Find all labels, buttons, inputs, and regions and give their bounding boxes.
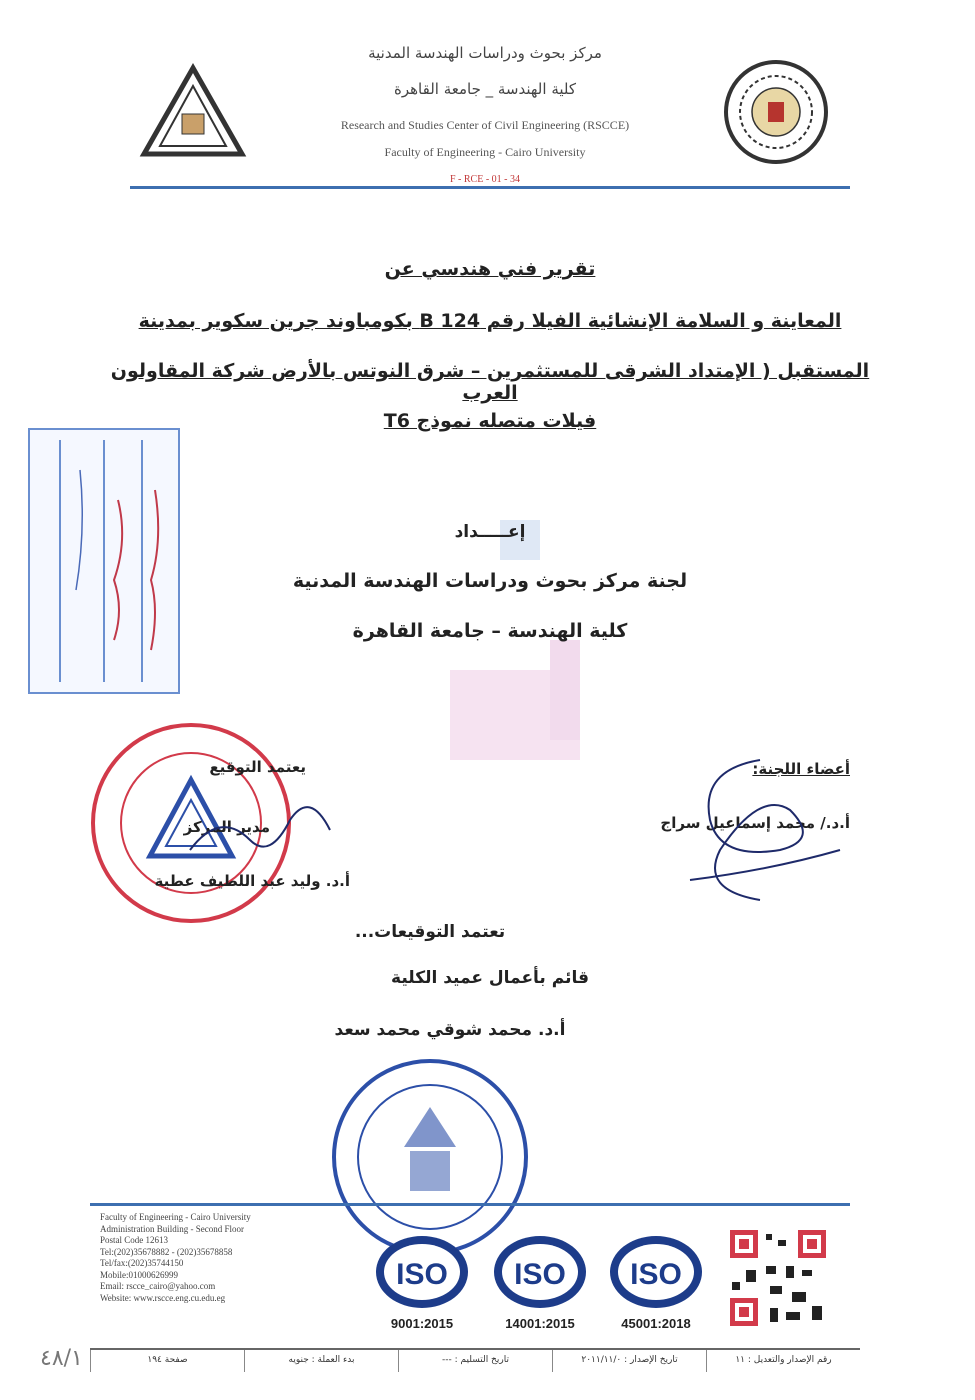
period-field: بدء العملة : جنويه (244, 1350, 398, 1372)
issue-number-field: رقم الإصدار والتعديل : ١١ (706, 1350, 860, 1372)
director-signature (180, 800, 340, 880)
member-1-signature (640, 740, 850, 920)
confirm-signature-label: يعتمد التوقيع (209, 758, 306, 776)
prepared-label: إعـــــداد (454, 522, 526, 542)
director-name: أ.د. وليد عبد اللطيف عطية (154, 872, 350, 890)
iso-14001-badge (490, 1232, 590, 1342)
document-control-bar (90, 1348, 860, 1372)
footer-info-line: Email: rscce_cairo@yahoo.com (100, 1281, 216, 1291)
iso-badge-text: ISO (514, 1258, 566, 1291)
page-number: ٤٨/١ (40, 1346, 83, 1371)
dean-name: أ.د. محمد شوقي محمد سعد (334, 1020, 566, 1040)
faculty-university: كلية الهندسة – جامعة القاهرة (352, 620, 628, 642)
members-label: أعضاء اللجنة: (752, 760, 850, 778)
footer-divider (90, 1203, 850, 1206)
center-name-en: Research and Studies Center of Civil Engineering (RSCCE) (340, 118, 630, 132)
form-code: F - RCE - 01 - 34 (450, 174, 520, 185)
faculty-blue-seal (325, 1055, 535, 1260)
left-logo (138, 62, 248, 162)
iso-badge-text: ISO (630, 1258, 682, 1291)
header-divider (130, 186, 850, 189)
delivery-date-field: تاريخ التسليم : --- (398, 1350, 552, 1372)
iso-label: 45001:2018 (621, 1316, 691, 1331)
member-1-name: أ.د./ محمد إسماعيل سراج (660, 814, 850, 832)
footer-info-line: Mobile:01000626999 (100, 1269, 178, 1280)
dean-label: قائم بأعمال عميد الكلية (391, 968, 589, 988)
qr-code[interactable] (726, 1226, 830, 1330)
report-title-line2: المعاينة و السلامة الإنشائية الفيلا رقم B 124 بكومباوند جرين سكوير بمدينة (138, 310, 842, 332)
footer-info-line: Tel/fax:(202)35744150 (100, 1258, 184, 1268)
footer-info-line: Faculty of Engineering - Cairo University (100, 1212, 251, 1222)
issue-date-field: تاريخ الإصدار : ٢٠١١/١١/٠ (552, 1350, 706, 1372)
faculty-name-ar: كلية الهندسة _ جامعة القاهرة (393, 80, 576, 98)
received-stamp (28, 428, 180, 694)
footer-info-line: Postal Code 12613 (100, 1235, 169, 1245)
iso-label: 14001:2015 (505, 1316, 575, 1331)
center-name-ar: مركز بحوث ودراسات الهندسة المدنية (368, 44, 602, 62)
footer-info-line: Tel:(202)35678882 - (202)35678858 (100, 1246, 233, 1257)
report-title-line3: المستقبل ( الإمتداد الشرقى للمستثمرين – شرق النوتس بالأرض شركة المقاولون العرب (110, 360, 870, 404)
footer-contact-info (100, 1212, 340, 1304)
iso-label: 9001:2015 (390, 1316, 454, 1331)
footer-info-line: Website: www.rscce.eng.cu.edu.eg (100, 1292, 226, 1303)
faculty-name-en: Faculty of Engineering - Cairo University (384, 145, 586, 159)
report-title-line4: فيلات متصله نموذج T6 (383, 410, 597, 432)
page-field: صفحة ١٩٤ (90, 1350, 244, 1372)
report-title-line1: تقرير فني هندسي عن (384, 258, 596, 280)
right-logo (722, 58, 830, 166)
iso-badge-text: ISO (396, 1258, 448, 1291)
footer-info-line: Administration Building - Second Floor (100, 1223, 244, 1234)
iso-9001-badge (372, 1232, 472, 1342)
approval-label: تعتمد التوقيعات... (354, 922, 506, 942)
director-label: مدير المركز (183, 818, 270, 836)
iso-45001-badge (606, 1232, 706, 1342)
committee-name: لجنة مركز بحوث ودراسات الهندسة المدنية (292, 570, 688, 592)
